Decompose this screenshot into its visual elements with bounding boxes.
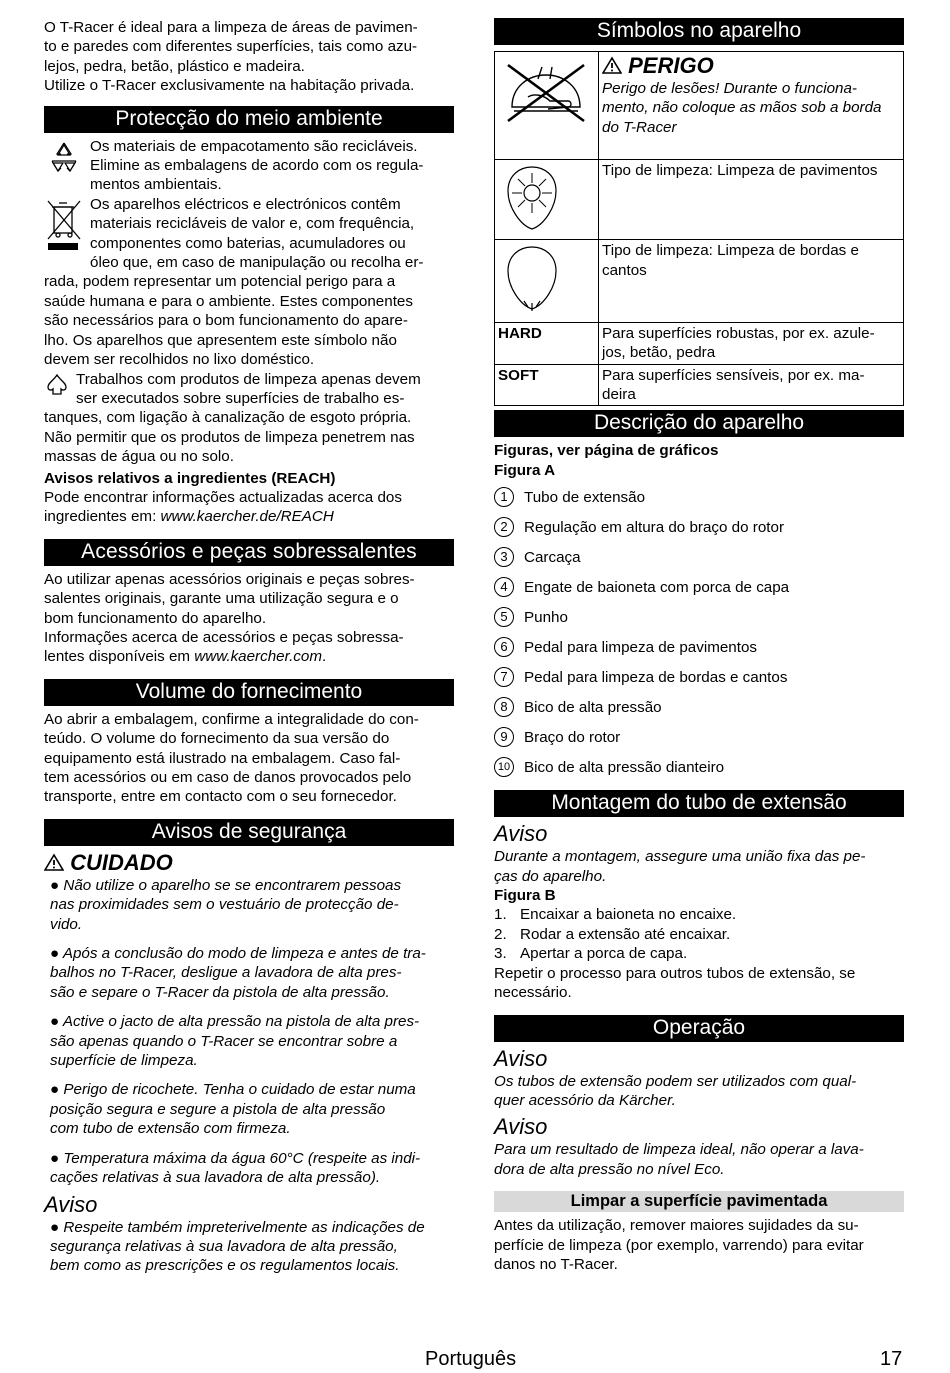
danger-heading: PERIGO [628,53,714,78]
heading-safety: Avisos de segurança [44,819,454,846]
weee-paragraph-cont: rada, podem representar um potencial perigo para a saúde humana e para o ambiente. Estes componentes são necessários para o bom funcionamento do apare- lho. Os aparelhos que apresentem este símbolo não devem ser recolhidos no lixo doméstico. [44,273,413,369]
danger-cell: PERIGO Perigo de lesões! Durante o funciona- mento, não coloque as mãos sob a borda do T-Racer [599,52,904,160]
figures-ref: Figuras, ver página de gráficos [494,442,719,460]
table-row [495,240,904,322]
list-item: 5 Punho [494,602,904,632]
list-item: ● Após a conclusão do modo de limpeza e antes de tra- balhos no T-Racer, desligue a lavadora de alta pres- são e separe o T-Racer da pistola de alta pressão. [50,945,426,1001]
recycle-paragraph: Os materiais de empacotamento são recicláveis. Elimine as embalagens de acordo com os regula- mentos ambientais. [44,137,454,195]
parts-list [494,482,904,782]
figure-b-label: Figura B [494,887,556,905]
warning-triangle-icon [44,850,64,875]
floor-cleaning-icon [498,220,562,237]
list-item: 6 Pedal para limpeza de pavimentos [494,632,904,662]
list-item: ● Active o jacto de alta pressão na pistola de alta pres- são apenas quando o T-Racer se encontrar sobre a superfície de limpeza. [50,1013,420,1070]
list-item: 3. Apertar a porca de capa. [494,945,688,963]
left-column [44,18,454,1286]
list-item: ● Não utilize o aparelho se se encontrarem pessoas nas proximidades sem o vestuário de protecção de- vido. [50,876,402,933]
scope-text: Ao abrir a embalagem, confirme a integralidade do con- teúdo. O volume do fornecimento da sua versão do equipamento está ilustrado na embalagem. Caso fal- tem acessórios ou em caso de danos provocados pelo transporte, entre em contacto com o seu fornecedor. [44,710,419,806]
footer-language: Português [425,1348,517,1370]
kaercher-link[interactable]: www.kaercher.com [194,648,323,666]
heading-accessories: Acessórios e peças sobressalentes [44,539,454,566]
list-item: 3 Carcaça [494,542,904,572]
heading-operation: Operação [494,1015,904,1042]
reach-line-1: Pode encontrar informações actualizadas acerca dos [44,488,402,506]
list-item: ● Temperatura máxima da água 60°C (respeite as indi- cações relativas à sua lavadora de alta pressão). [50,1149,421,1187]
oil-paragraph-cont: tanques, com ligação à canalização de esgoto própria. Não permitir que os produtos de limpeza penetrem nas massas de água ou no solo. [44,409,415,466]
page-number: 17 [880,1348,903,1370]
heading-device-description: Descrição do aparelho [494,410,904,437]
symbols-table [494,51,904,406]
caution-heading: CUIDADO [44,850,454,876]
table-row [495,322,904,364]
heading-mounting: Montagem do tubo de extensão [494,790,904,817]
oil-drop-icon [44,372,70,403]
edge-cleaning-text: Tipo de limpeza: Limpeza de bordas e cantos [599,240,904,322]
list-item: 4 Engate de baioneta com porca de capa [494,572,904,602]
accessories-text: Ao utilizar apenas acessórios originais e peças sobres- salentes originais, garante uma utilização segura e o bom funcionamento do aparelho. Informações acerca de acessórios e peças sobressa- lentes disponíveis em www.kaercher.com. [44,570,415,666]
weee-paragraph: Os aparelhos eléctricos e electrónicos contêm materiais recicláveis de valor e, com frequência, componentes como baterias, acumuladores ou óleo que, em caso de manipulação ou recolha er- [44,195,454,273]
aviso-heading: Aviso [44,1191,98,1217]
soft-text: Para superfícies sensíveis, por ex. ma- deira [599,364,904,406]
heading-scope-of-delivery: Volume do fornecimento [44,679,454,706]
list-item: 1. Encaixar a baioneta no encaixe. [494,906,737,924]
aviso-heading: Aviso [494,1114,548,1140]
subheading-floor-cleaning: Limpar a superfície pavimentada [494,1191,904,1212]
safety-bullets [44,876,454,1188]
figure-a-label: Figura A [494,461,556,479]
list-item: 8 Bico de alta pressão [494,692,904,722]
intro-text: O T-Racer é ideal para a limpeza de áreas de pavimen- to e paredes com diferentes superfícies, tais como azu- lejos, pedra, betão, plástico e madeira. Utilize o T-Racer exclusivamente na habitação privada. [44,19,418,95]
heading-symbols: Símbolos no aparelho [494,18,904,45]
list-item: 7 Pedal para limpeza de bordas e cantos [494,662,904,692]
recycle-icon [44,137,84,182]
list-item: 9 Braço do rotor [494,722,904,752]
no-hands-symbol-cell [495,52,599,160]
crossed-bin-icon [44,197,84,258]
hard-label: HARD [495,322,599,364]
aviso-heading: Aviso [494,1045,548,1071]
warning-triangle-icon [602,53,622,78]
table-row [495,364,904,406]
hard-text: Para superfícies robustas, por ex. azule- jos, betão, pedra [599,322,904,364]
no-hands-under-edge-icon [498,114,594,131]
list-item: 2. Rodar a extensão até encaixar. [494,925,731,943]
table-row [495,160,904,240]
floor-cleaning-symbol-cell [495,160,599,240]
aviso-heading: Aviso [494,821,548,847]
list-item: ● Perigo de ricochete. Tenha o cuidado de estar numa posição segura e segure a pistola de alta pressão com tubo de extensão com firmeza. [50,1081,416,1138]
right-column: Símbolos no aparelho PERIGO Perigo de lesões! Durante o funciona- mento, não coloque as mãos sob a borda do T-Racer Tipo de limpeza: Limpeza de pavimentos Tipo de limpeza: Limpeza de bordas e cantos HARD Para superfícies robustas, por ex. azule- jos, betão, pedra SOFT Para superfícies sensíveis, por ex. ma- deira Descrição do aparelho Figuras, ver página de gráficos Figura A 1 Tubo de extensão 2 Regulação em altura do braço do rotor 3 Carcaça 4 Engate de baioneta com porca de capa 5 Punho 6 Pedal para limpeza de pavimentos 7 Pedal para limpeza de bordas e cantos 8 Bico de alta pressão 9 Braço do rotor 10 Bico de alta pressão dianteiro Montagem do tubo de extensão Aviso Durante a montagem, assegure uma união fixa das pe- ças do aparelho. Figura B 1. Encaixar a baioneta no encaixe. 2. Rodar a extensão até encaixar. 3. Apertar a porca de capa. Repetir o processo para outros tubos de extensão, se necessário. Operação Aviso Os tubos de extensão podem ser utilizados com qual- quer acessório da Kärcher. Aviso Para um resultado de limpeza ideal, não operar a lava- dora de alta pressão no nível Eco. Limpar a superfície pavimentada Antes da utilização, remover maiores sujidades da su- perfície de limpeza (por exemplo, varrendo) para evitar danos no T-Racer. [494,18,904,1274]
reach-line-2: ingredientes em: www.kaercher.de/REACH [44,508,334,526]
list-item: 1 Tubo de extensão [494,482,904,512]
heading-environment: Protecção do meio ambiente [44,106,454,133]
reach-link[interactable]: www.kaercher.de/REACH [160,508,334,526]
soft-label: SOFT [495,364,599,406]
oil-paragraph: Trabalhos com produtos de limpeza apenas devem ser executados sobre superfícies de trabalho es- [44,370,454,409]
table-row [495,52,904,160]
list-item: ● Respeite também impreterivelmente as indicações de segurança relativas à sua lavadora de alta pressão, bem como as prescrições e os regulamentos locais. [50,1218,425,1275]
floor-cleaning-text: Tipo de limpeza: Limpeza de pavimentos [599,160,904,240]
reach-title: Avisos relativos a ingredientes (REACH) [44,469,336,487]
list-item: 2 Regulação em altura do braço do rotor [494,512,904,542]
edge-cleaning-symbol-cell [495,240,599,322]
mounting-steps [494,905,904,963]
edge-cleaning-icon [498,302,562,319]
list-item: 10 Bico de alta pressão dianteiro [494,752,904,782]
